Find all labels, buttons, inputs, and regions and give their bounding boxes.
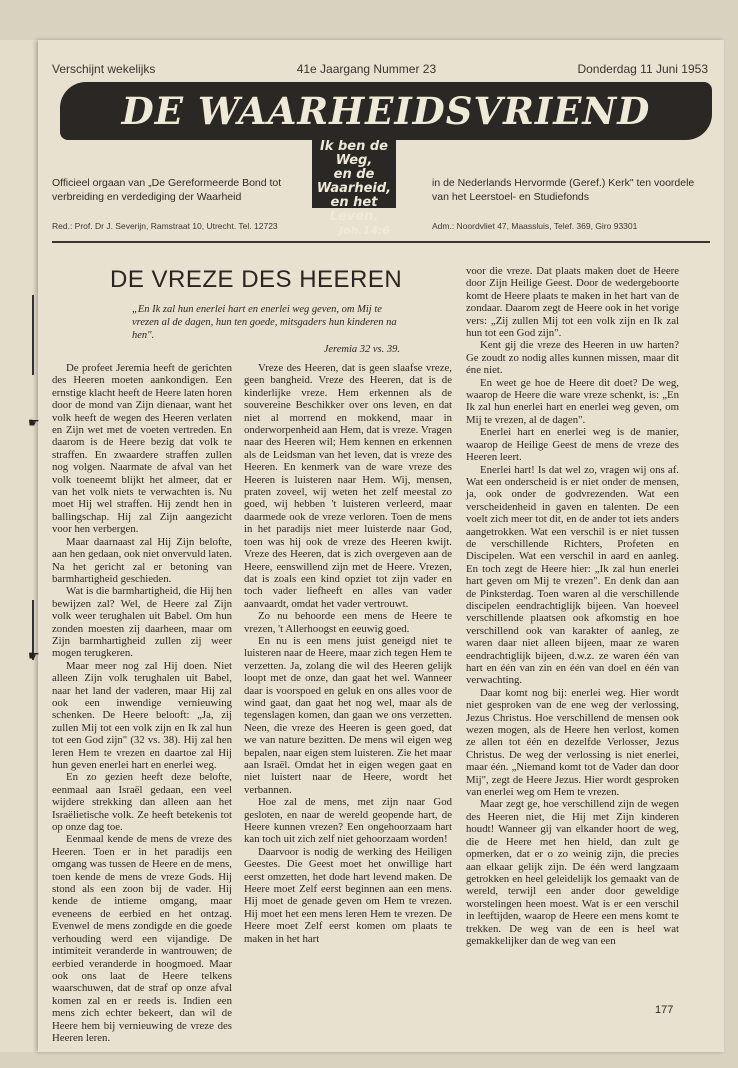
paragraph: En nu is een mens juist geneigd niet te luisteren naar de Heere, maar zich tegen Hem te verzetten. Ja, zolang die wil des Heeren gelijk loopt met de onze, dan gaat het wel. Wanneer daar is voorspoed en geluk en ons alles voor de wind gaat, dan gaat het nog wel, maar als de tegenslagen komen, dan gaan we ons verzetten. Neen, die vreze des Heeren is geen goed, dat we van nature bezitten. De mens wil eigen weg bepalen, naar eigen stem luisteren. Zie het maar aan Israël. Omdat het in eigen wegen gaat en niet luistert naar de Heere, wordt het verbannen. — [244, 634, 452, 796]
motto-line-1: Ik ben de Weg, — [319, 139, 389, 168]
article-column-3 — [466, 265, 679, 947]
motto-line-3: en het Leven. — [329, 195, 379, 224]
paragraph: Kent gij die vreze des Heeren in uw harten? Ge zoudt zo nodig alles kunnen missen, maar dit éne niet. — [466, 339, 679, 377]
paragraph: voor die vreze. Dat plaats maken doet de Heere door Zijn Heilige Geest. Door de wedergeboorte komt de Heere plaats te maken in het hart van de zondaar. Daarom zegt de Heere ook in het vorige vers: „Zij zullen Mij tot een volk zijn en Ik zal hun tot een God zijn". — [466, 265, 679, 340]
date-label: Donderdag 11 Juni 1953 — [577, 62, 708, 76]
paragraph: Daar komt nog bij: enerlei weg. Hier wordt niet gesproken van de ene weg der verlossing, Jezus Christus. Hoe verschillend de mensen ook wezen mogen, als de Heere hen verlost, komen ze allen tot één en dezelfde Verlosser, Jezus Christus. De weg der verlossing is niet enerlei, maar één. „Niemand komt tot de Vader dan door Mij", zegt de Heere Jezus. Hier wordt gesproken van enerlei weg om Hem te vrezen. — [466, 686, 679, 799]
subtitle-right: in de Nederlands Hervormde (Geref.) Kerk" ten voordele van het Leerstoel- en Studiefonds — [432, 177, 695, 203]
paragraph: Maar zegt ge, hoe verschillend zijn de wegen des Heeren niet, die Hij met Zijn kinderen houdt! Wanneer gij van elkander hoort de weg, die de Heere met hen hield, dan zult ge opmerken, dat er o zo weinig zijn, die precies aan elkaar gelijk zijn. De één werd langzaam getrokken en heel geleidelijk los gemaakt van de wereld, terwijl een ander door geweldige worstelingen heen moest. Wat is er een verschil in leeftijden, waarop de Heere een mens komt te trekken. De weg van de een is heel wat gemakkelijker dan de weg van een — [466, 798, 679, 947]
paragraph: Enerlei hart en enerlei weg is de manier, waarop de Heilige Geest de mens de vreze des Heeren leert. — [466, 426, 679, 464]
pointing-hand-icon: ☛ — [28, 648, 40, 663]
paragraph: Hoe zal de mens, met zijn naar God gesloten, en naar de wereld geopende hart, de Heere kunnen vrezen? Een ongehoorzaam hart kan toch uit zich zelf niet gehoorzaam worden! — [244, 796, 452, 846]
paragraph: Eenmaal kende de mens de vreze des Heeren. Toen er in het paradijs een omgang was tussen de Heere en de mens, toen kende de mens de vreze Gods. Hij stond als een zoon bij de vader. Hij kende de intieme omgang, maar eveneens de eerbied en het ontzag. Evenwel de mens zondigde en die goede verhouding werd een vijandige. De intimiteit veranderde in wantrouwen; de eerbied veranderde in hoogmoed. Maar ook ons laat de Heere telkens waarschuwen, dat de straf op onze afval komen zal en er reeds is. Indien een mens zich echter bekeert, dan wil de Heere hem bij vernieuwing de vreze des Heeren leren. — [52, 833, 232, 1044]
quote-ref: Jeremia 32 vs. 39. — [323, 344, 400, 355]
paragraph: En weet ge hoe de Heere dit doet? De weg, waarop de Heere die ware vreze schenkt, is: „En Ik zal hun enerlei hart en enerlei weg geven, om Mij te vrezen, al de dagen". — [466, 376, 679, 426]
header-topline — [52, 62, 708, 76]
motto-line-2: en de Waarheid, — [316, 167, 392, 196]
paragraph: Maar daarnaast zal Hij Zijn belofte, aan hen gedaan, ook niet onvervuld laten. Na het gericht zal er betoning van barmhartigheid geschieden. — [52, 535, 232, 585]
paragraph: Vreze des Heeren, dat is geen slaafse vreze, geen bangheid. Vreze des Heeren, dat is de kinderlijke vreze. Hem erkennen als de souvereine Beschikker over ons leven, en dat niet al morrend en mokkend, maar in onderworpenheid aan Hem, dat is vreze. Vragen naar des Heeren wil; Hem kennen en erkennen als de Leidsman van het leven, dat is vreze des Heeren. En kenmerk van de ware vreze des Heeren is luisteren naar Hem. Wij, mensen, praten zoveel, wij weten het zelf meestal zo goed, wij hebben 't luisteren verleerd, maar daarmede ook de vreze verloren. Toen de mens in het paradijs niet meer luisterde naar God, toen was hij ook de vreze des Heeren kwijt. Vreze des Heeren, dat is zich overgeven aan de Heere, eenswillend zijn met de Heere. Vrezen, dat is zoals een kind opziet tot zijn vader en toch vader liefheeft en alles van vader aanvaardt, omdat het vader vertrouwt. — [244, 362, 452, 610]
frequency-label: Verschijnt wekelijks — [52, 62, 156, 76]
masthead-title: DE WAARHEIDSVRIEND — [121, 89, 651, 133]
motto-box — [312, 136, 396, 237]
motto-ref: Joh.14:6 — [338, 224, 390, 237]
scripture-quote — [132, 303, 400, 356]
previous-page-edge — [0, 40, 38, 1052]
paragraph: Enerlei hart! Is dat wel zo, vragen wij ons af. Wat een onderscheid is er niet onder de mensen, ja, ook onder de godvrezenden. Wat een verscheidenheid in gaven en talenten. De een voelt zich meer tot dit, en de ander tot iets anders aangetrokken. Wat een verschil is er niet tussen de verschillende Richters, Profeten en Discipelen. Wat een verschil in aard en aanleg. En toch zegt de Heere hier: „Ik zal hun enerlei hart geven om Mij te vrezen". En denk dan aan de Pinksterdag. Toen waren al die verschillende discipelen eendrachtiglijk bijeen. Van hoeveel verschillende plaatsen ook afkomstig en hoe verschillend ook van karakter of aanleg, ze waren daar niet alleen bijeen, maar ze waren eendrachtiglijk bijeen, d.w.z. ze waren één van hart en één van zin en één van doel en één van verwachting. — [466, 463, 679, 687]
article-column-1 — [52, 362, 232, 1044]
paragraph: En zo gezien heeft deze belofte, eenmaal aan Israël gedaan, een veel wijdere strekking dan alleen aan het Israëlietische volk. Ze heeft betekenis tot op onze dag toe. — [52, 771, 232, 834]
article-title: DE VREZE DES HEEREN — [110, 266, 403, 293]
quote-text: „En Ik zal hun enerlei hart en enerlei weg geven, om Mij te vrezen al de dagen, hun ten goede, mitsgaders hun kinderen na hen". — [132, 304, 397, 341]
header-divider — [52, 241, 710, 243]
paragraph: Wat is die barmhartigheid, die Hij hen bewijzen zal? Wel, de Heere zal Zijn volk weer terughalen uit Babel. Om hun zonden moesten zij daarheen, maar om Zijn barmhartigheid zullen zij weer mogen terugkeren. — [52, 585, 232, 660]
paragraph: Maar meer nog zal Hij doen. Niet alleen Zijn volk terughalen uit Babel, naar het land der vaderen, maar Hij zal ook een inwendige vernieuwing schenken. De Heere belooft: „Ja, zij zullen Mij tot een volk zijn en Ik zal hun tot een God zijn" (32 vs. 38). Hij zal hen leren Hem te vrezen en daartoe zal Hij hun geven enerlei hart en enerlei weg. — [52, 659, 232, 771]
issue-label: 41e Jaargang Nummer 23 — [296, 62, 437, 76]
article-column-2 — [244, 362, 452, 945]
admin-address: Adm.: Noordvliet 47, Maassluis, Telef. 369, Giro 93301 — [432, 221, 638, 231]
paragraph: Zo nu behoorde een mens de Heere te vrezen, 't Allerhoogst en eeuwig goed. — [244, 610, 452, 635]
pointing-hand-icon: ☛ — [28, 415, 40, 430]
page-number: 177 — [655, 1004, 674, 1016]
paragraph: De profeet Jeremia heeft de gerichten des Heeren moeten aankondigen. Een ernstige klacht heeft de Heere laten horen door de mond van Zijn dienaar, want het volk heeft de wegen des Heeren verlaten en Zijn wet met de voeten vertreden. En daarom is de Heere bezig dat volk te straffen. En zwaardere straffen zullen nog volgen. Naarmate de afval van het volk toeneemt blijkt het almeer, dat er van het volk niets te verwachten is. Nu moet Hij wel straffen. Hij zendt hen in ballingschap. Hij zal Zijn aangezicht voor hen verbergen. — [52, 362, 232, 536]
masthead-banner — [60, 82, 712, 140]
paragraph: Daarvoor is nodig de werking des Heiligen Geestes. Die Geest moet het onwillige hart eerst omzetten, het dode hart levend maken. De Heere moet Zelf eerst beginnen aan een mens. Hij moet de genade geven om Hem te vrezen. Hij moet het een mens leren Hem te vrezen. De Heere moet Zelf eerst komen om plaats te maken in het hart — [244, 845, 452, 945]
subtitle-left: Officieel orgaan van „De Gereformeerde Bond tot verbreiding en verdediging der Waarheid — [52, 177, 282, 203]
editor-address: Red.: Prof. Dr J. Severijn, Ramstraat 10, Utrecht. Tel. 12723 — [52, 221, 278, 231]
